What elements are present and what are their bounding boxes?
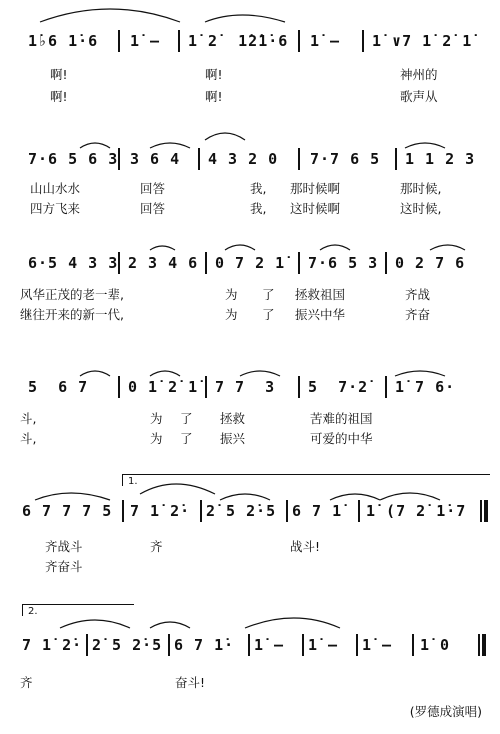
measure-6: 1̇ –	[362, 636, 393, 654]
barline	[86, 634, 88, 656]
measure-2: 2̇ 5 2̇·5	[92, 636, 163, 654]
barline	[298, 376, 300, 398]
measure-5: 1 1 2 3	[405, 150, 476, 168]
barline	[302, 634, 304, 656]
barline	[198, 148, 200, 170]
volta-1-line	[122, 474, 490, 475]
volta-2-line	[22, 604, 134, 605]
measure-2: 3 6 4	[130, 150, 181, 168]
measure-3: 7 7 3	[215, 378, 276, 396]
measure-4: 6 7 1̇	[292, 502, 343, 520]
barline	[178, 30, 180, 52]
measure-5: 0 2 7 6	[395, 254, 466, 272]
measure-3: 2̇ 5 2̇·5	[206, 502, 277, 520]
volta-1-label: 1.	[128, 476, 138, 487]
barline	[356, 634, 358, 656]
barline	[118, 252, 120, 274]
barline	[200, 500, 202, 522]
lyric-line-1: 啊! 啊! 神州的	[50, 67, 438, 82]
barline	[168, 634, 170, 656]
measure-4: 5 7·2̇	[308, 378, 369, 396]
measure-1: 6·5 4 3 3	[28, 254, 119, 272]
measure-5: 1̇ (7 2̇ 1̇·7	[366, 502, 467, 520]
measure-3: 4 3 2 0	[208, 150, 279, 168]
measure-1: 7 1̇ 2̇·	[22, 636, 83, 654]
barline	[286, 500, 288, 522]
measure-4: 7·6 5 3	[308, 254, 379, 272]
barline	[205, 376, 207, 398]
measure-7: 1̇ 0	[420, 636, 451, 654]
notes-row	[0, 634, 500, 656]
barline	[248, 634, 250, 656]
final-barline-thin	[478, 634, 480, 656]
final-barline-thick	[482, 634, 486, 656]
barline	[385, 376, 387, 398]
measure-2: 0 1̇ 2̇ 1̇	[128, 378, 199, 396]
measure-4: 1̇ –	[310, 32, 341, 50]
notes-row	[0, 500, 500, 522]
measure-1: 6 7 7 7 5	[22, 502, 113, 520]
volta-2-label: 2.	[28, 606, 38, 617]
volta-2-start	[22, 604, 23, 616]
barline	[298, 30, 300, 52]
measure-2: 1̇ –	[130, 32, 161, 50]
lyric-line-1: 齐 奋斗!	[20, 675, 206, 690]
repeat-barline-thick	[484, 500, 488, 522]
barline	[298, 252, 300, 274]
measure-3: 0 7 2 1̇	[215, 254, 286, 272]
measure-1: 1̇♭6 1̇·6	[28, 32, 99, 50]
barline	[118, 30, 120, 52]
barline	[118, 148, 120, 170]
lyric-line-1: 齐战斗 齐 战斗!	[45, 539, 321, 554]
barline	[358, 500, 360, 522]
lyric-line-1: 山山水水 回答 我, 那时候啊 那时候,	[30, 181, 442, 196]
measure-2: 7 1̇ 2̇·	[130, 502, 191, 520]
measure-5: 1̇ ∨7 1̇ 2̇ 1̇	[372, 32, 473, 50]
barline	[122, 500, 124, 522]
performer-credit: (罗德成演唱)	[409, 704, 482, 719]
barline	[395, 148, 397, 170]
lyric-line-2: 继往开来的新一代, 为 了 振兴中华 齐奋	[20, 307, 431, 322]
barline	[205, 252, 207, 274]
measure-5: 1̇ 7 6·	[395, 378, 456, 396]
measure-1: 7·6 5 6 3	[28, 150, 119, 168]
measure-3: 6 7 1̇·	[174, 636, 235, 654]
measure-3: 1̇ 2̇ 1̇2̇1̇·6	[188, 32, 289, 50]
measure-4: 1̇ –	[254, 636, 285, 654]
notes-row	[0, 376, 500, 398]
measure-5: 1̇ –	[308, 636, 339, 654]
barline	[118, 376, 120, 398]
repeat-barline-thin	[480, 500, 482, 522]
measure-1: 5 6 7	[28, 378, 89, 396]
barline	[412, 634, 414, 656]
barline	[385, 252, 387, 274]
notes-row	[0, 148, 500, 170]
measure-4: 7·7 6 5	[310, 150, 381, 168]
barline	[298, 148, 300, 170]
lyric-line-2: 齐奋斗	[45, 559, 83, 574]
barline	[362, 30, 364, 52]
volta-1-start	[122, 474, 123, 486]
lyric-line-2: 四方飞来 回答 我, 这时候啊 这时候,	[30, 201, 442, 216]
measure-2: 2 3 4 6	[128, 254, 199, 272]
lyric-line-2: 斗, 为 了 振兴 可爱的中华	[20, 431, 373, 446]
notes-row	[0, 252, 500, 274]
lyric-line-1: 风华正茂的老一辈, 为 了 拯救祖国 齐战	[20, 287, 431, 302]
notes-row	[0, 30, 500, 52]
lyric-line-1: 斗, 为 了 拯救 苦难的祖国	[20, 411, 373, 426]
lyric-line-2: 啊! 啊! 歌声从	[50, 89, 438, 104]
